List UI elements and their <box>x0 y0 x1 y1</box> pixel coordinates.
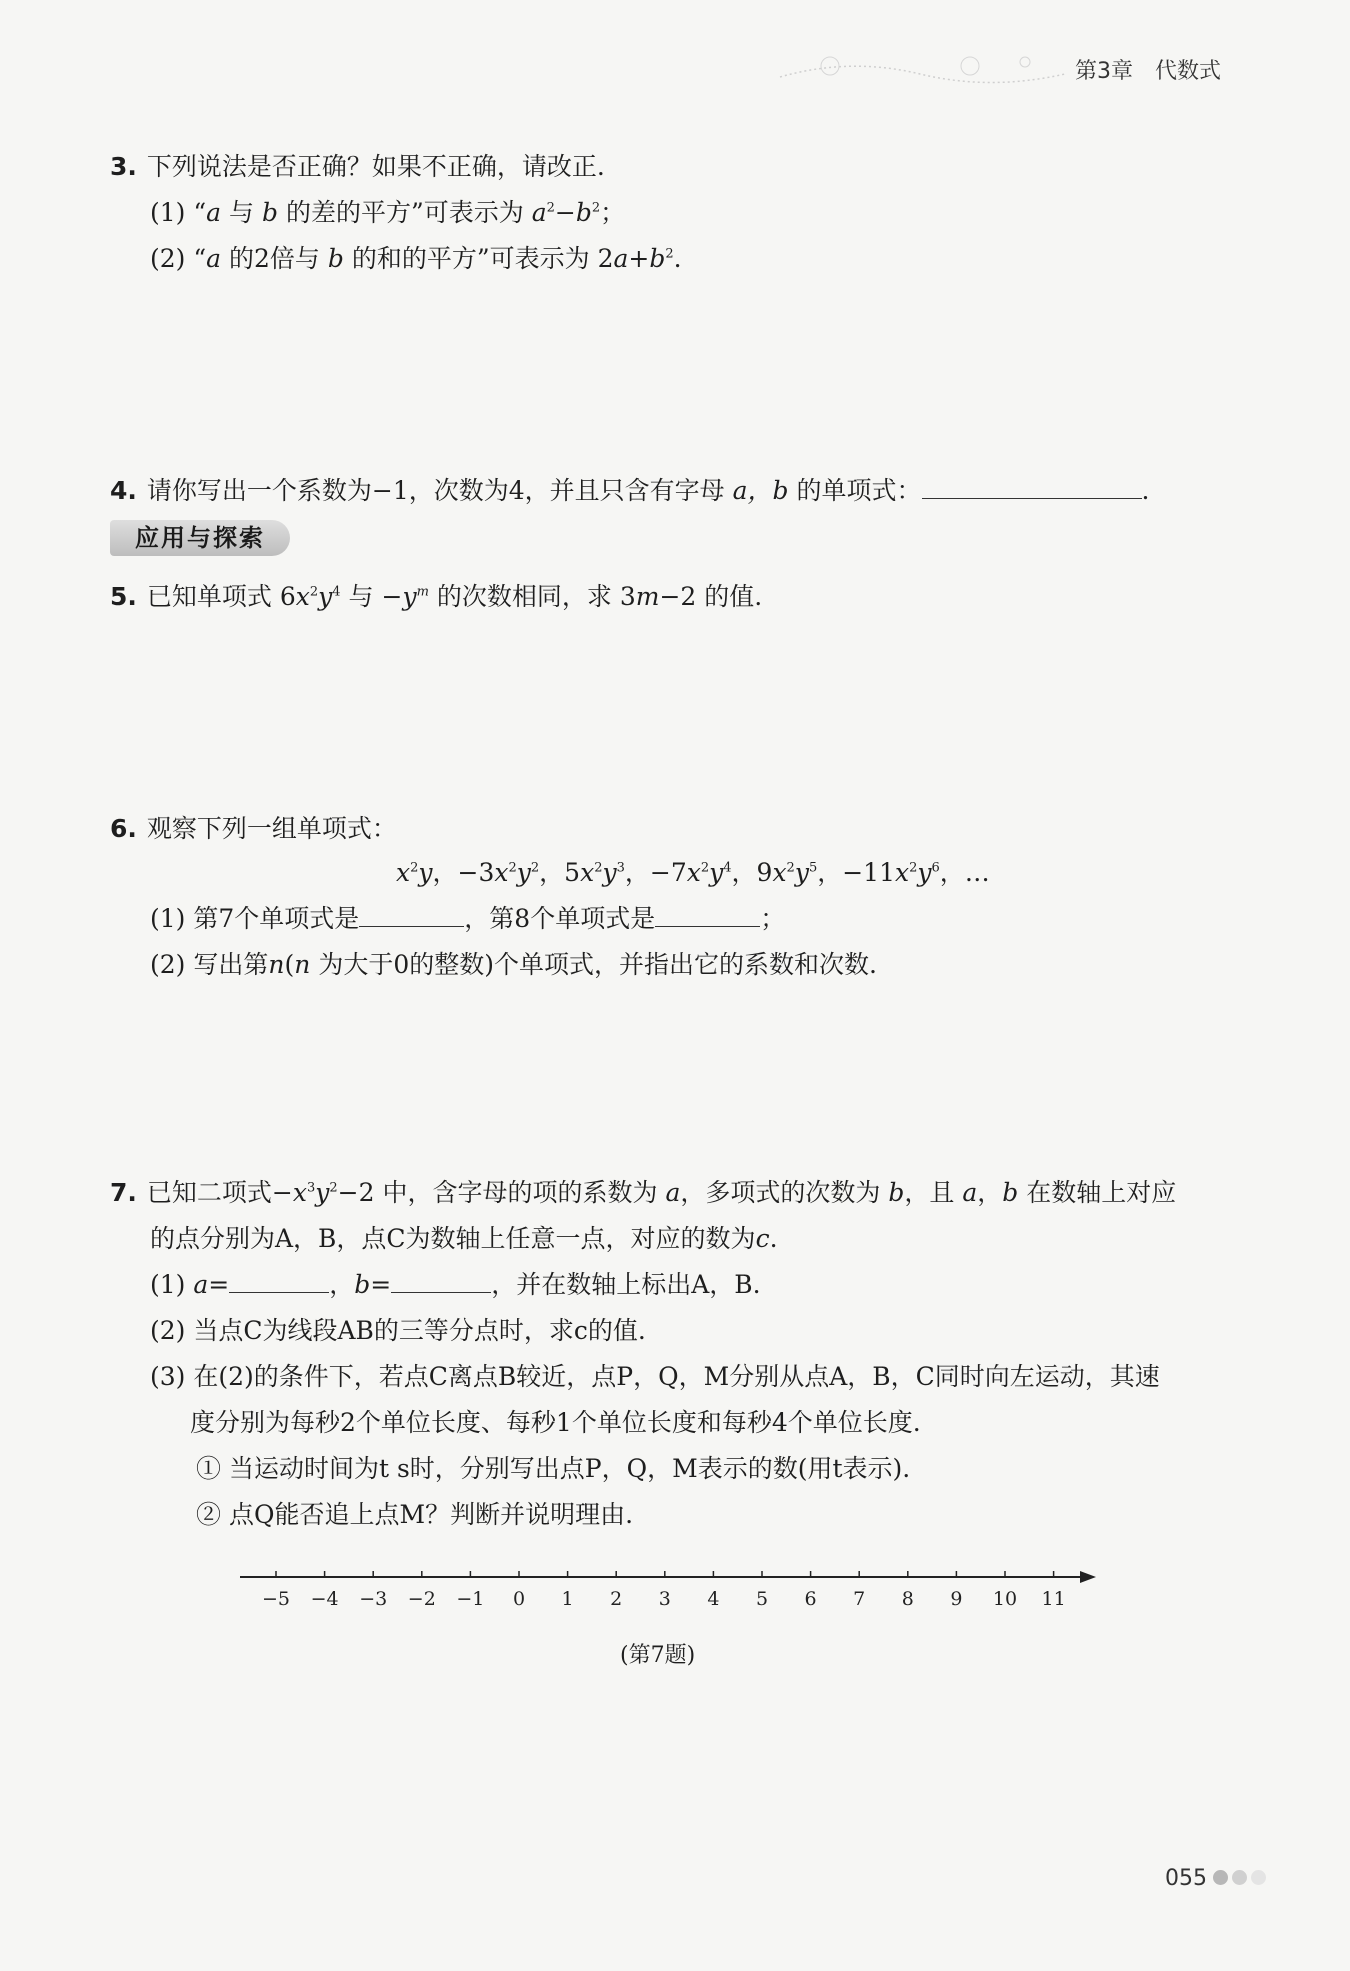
figure-caption: (第7题) <box>620 1643 696 1668</box>
page-dots <box>1213 1870 1270 1889</box>
number-line-label: −2 <box>407 1588 436 1610</box>
q7-blank-b[interactable] <box>391 1268 491 1293</box>
number-line-label: 1 <box>561 1588 574 1610</box>
q7-stem-line2: 的点分别为A，B，点C为数轴上任意一点，对应的数为c. <box>150 1224 778 1253</box>
q4-number: 4. <box>110 476 137 505</box>
q7-part3-line1: (3) 在(2)的条件下，若点C离点B较近，点P，Q，M分别从点A，B，C同时向左运动，其速 <box>150 1362 1160 1391</box>
number-line-label: 4 <box>707 1588 720 1610</box>
header-decoration <box>770 52 1070 92</box>
page-dot <box>1251 1870 1266 1885</box>
q4-stem: 4. 请你写出一个系数为−1，次数为4，并且只含有字母 a，b 的单项式： . <box>110 476 1150 505</box>
number-line-label: 6 <box>804 1588 817 1610</box>
page-dot <box>1213 1870 1228 1885</box>
q3-stem: 3. 下列说法是否正确？如果不正确，请改正. <box>110 152 605 181</box>
chapter-header <box>1075 54 1243 85</box>
q3-part1: (1) “a 与 b 的差的平方”可表示为 $a^2-b^2$； <box>150 198 626 227</box>
q5-stem: 5. 已知单项式 $6x^2y^4$ 与 $-y^m$ 的次数相同，求 3m−2 的值. <box>110 582 763 611</box>
q7-number: 7. <box>110 1178 137 1207</box>
q6-sequence: $x^2y$，$-3x^2y^2$，$5x^2y^3$，$-7x^2y^4$，$9x^2y^5$，$-11x^2y^6$，… <box>396 858 990 887</box>
number-line-label: 8 <box>901 1588 914 1610</box>
q7-blank-a[interactable] <box>229 1268 329 1293</box>
number-line-label: −5 <box>261 1588 291 1610</box>
q6-part2: (2) 写出第n(n 为大于0的整数)个单项式，并指出它的系数和次数. <box>150 950 877 979</box>
q7-sub1: ① 当运动时间为t s时，分别写出点P，Q，M表示的数(用t表示). <box>196 1454 911 1483</box>
number-line-label: 5 <box>755 1588 769 1610</box>
number-line-label: 9 <box>950 1588 963 1610</box>
q6-number: 6. <box>110 814 137 843</box>
number-line-label: 2 <box>610 1588 623 1610</box>
q5-number: 5. <box>110 582 137 611</box>
number-line-label: 10 <box>992 1588 1018 1610</box>
section-tag: 应用与探索 <box>110 520 290 556</box>
number-line <box>240 1560 1100 1620</box>
number-line-label: 7 <box>853 1588 866 1610</box>
q3-part2: (2) “a 的2倍与 b 的和的平方”可表示为 $2a+b^2$. <box>150 244 682 273</box>
q6-stem: 6. 观察下列一组单项式： <box>110 814 397 843</box>
q6-blank-8th[interactable] <box>655 902 760 927</box>
chapter-number: 第3章 <box>1075 59 1133 84</box>
q4-answer-blank[interactable] <box>922 474 1142 499</box>
number-line-label: −4 <box>310 1588 339 1610</box>
q6-blank-7th[interactable] <box>359 902 464 927</box>
page-number: 055 <box>1165 1866 1207 1891</box>
q7-stem-line1: 7. 已知二项式$-x^3y^2-2$ 中，含字母的项的系数为 a，多项式的次数为 b，且 a，b 在数轴上对应 <box>110 1178 1177 1207</box>
page-dot <box>1232 1870 1247 1885</box>
q3-number: 3. <box>110 152 137 181</box>
number-line-arrow <box>1080 1571 1096 1583</box>
number-line-label: −1 <box>456 1588 485 1610</box>
q7-sub2: ② 点Q能否追上点M？判断并说明理由. <box>196 1500 634 1529</box>
number-line-label: 3 <box>658 1588 671 1610</box>
q7-part1: (1) a= ，b= ，并在数轴上标出A，B. <box>150 1270 761 1299</box>
q7-part2: (2) 当点C为线段AB的三等分点时，求c的值. <box>150 1316 646 1345</box>
chapter-title: 代数式 <box>1155 59 1222 84</box>
number-line-label: 0 <box>512 1588 526 1610</box>
q6-part1: (1) 第7个单项式是 ，第8个单项式是 ； <box>150 904 786 933</box>
q7-part3-line2: 度分别为每秒2个单位长度、每秒1个单位长度和每秒4个单位长度. <box>190 1408 921 1437</box>
number-line-label: −3 <box>359 1588 388 1610</box>
number-line-label: 11 <box>1041 1588 1066 1610</box>
